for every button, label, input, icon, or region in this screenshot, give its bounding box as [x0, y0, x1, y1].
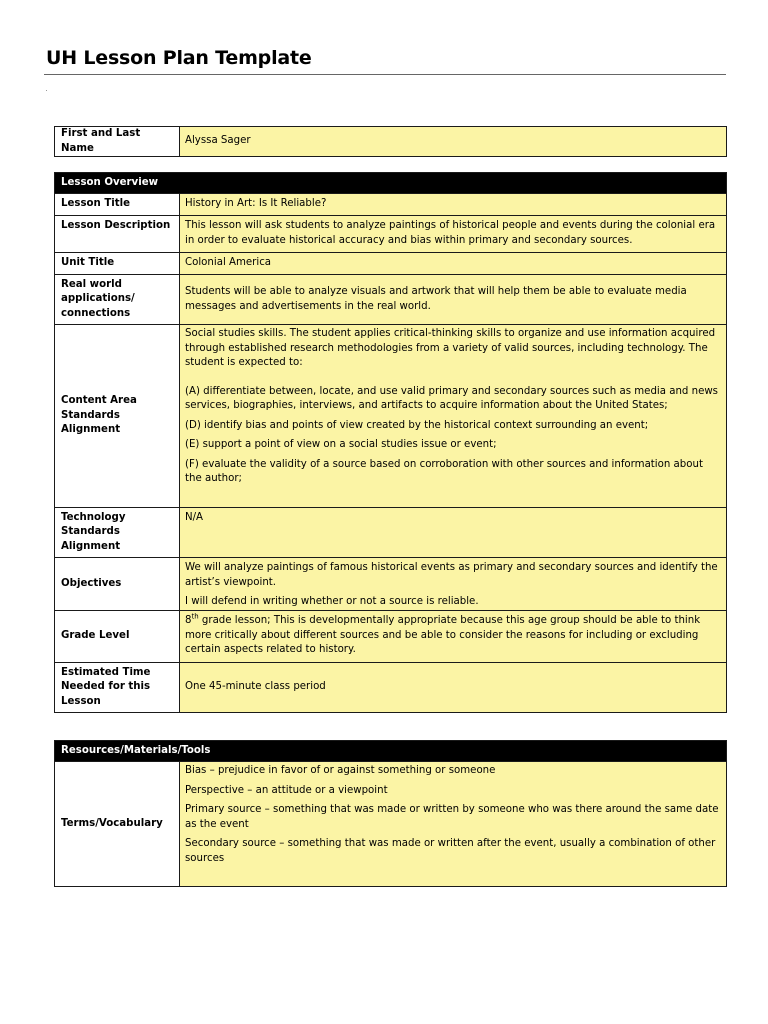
real-world-row	[55, 275, 727, 325]
tech-standards-row	[55, 508, 727, 558]
unit-title-label: Unit Title	[55, 253, 180, 275]
name-row	[55, 127, 727, 157]
objectives-row	[55, 558, 727, 611]
name-value: Alyssa Sager	[180, 127, 727, 157]
name-table	[54, 126, 727, 157]
lesson-title-value: History in Art: Is It Reliable?	[180, 194, 727, 216]
stray-mark	[46, 90, 47, 91]
content-standard-item: (E) support a point of view on a social studies issue or event;	[185, 439, 497, 450]
content-standard-item: (A) differentiate between, locate, and use valid primary and secondary sources such as media and news services, biographies, interviews, and artifacts to acquire information about the United States;	[185, 385, 718, 411]
unit-title-value: Colonial America	[180, 253, 727, 275]
content-standards-value	[180, 325, 727, 508]
vocabulary-item: Primary source – something that was made or written by someone who was there around the same date as the event	[185, 804, 719, 830]
real-world-label: Real world applications/ connections	[55, 275, 180, 325]
lesson-overview-header: Lesson Overview	[55, 173, 727, 194]
vocabulary-item: Bias – prejudice in favor of or against something or someone	[185, 765, 496, 776]
estimated-time-value: One 45-minute class period	[180, 663, 727, 713]
resources-table	[54, 740, 727, 887]
content-standards-intro: Social studies skills. The student applies critical-thinking skills to organize and use information acquired through established research methodologies from a variety of valid sources, including technology. The student is expected to:	[185, 328, 716, 368]
real-world-value: Students will be able to analyze visuals and artwork that will help them be able to evaluate media messages and advertisements in the real world.	[180, 275, 727, 325]
grade-level-label: Grade Level	[55, 611, 180, 663]
objective-item: We will analyze paintings of famous historical events as primary and secondary sources and identify the artist’s viewpoint.	[185, 562, 718, 588]
objectives-value	[180, 558, 727, 611]
grade-suffix: th	[191, 612, 199, 621]
resources-header-row	[55, 741, 727, 762]
lesson-overview-table	[54, 172, 727, 713]
vocabulary-label: Terms/Vocabulary	[55, 762, 180, 887]
lesson-title-label: Lesson Title	[55, 194, 180, 216]
content-standards-row	[55, 325, 727, 508]
lesson-overview-header-row	[55, 173, 727, 194]
tech-standards-label: Technology Standards Alignment	[55, 508, 180, 558]
grade-level-text: grade lesson; This is developmentally appropriate because this age group should be able to think more critically about different sources and be able to consider the reasons for including or excluding certain aspects related to history.	[185, 615, 701, 655]
content-standard-item: (F) evaluate the validity of a source based on corroboration with other sources and information about the author;	[185, 458, 703, 484]
estimated-time-row	[55, 663, 727, 713]
lesson-title-row	[55, 194, 727, 216]
lesson-description-row	[55, 216, 727, 253]
vocabulary-row	[55, 762, 727, 887]
objective-item: I will defend in writing whether or not a source is reliable.	[185, 596, 479, 607]
content-standards-label: Content Area Standards Alignment	[55, 325, 180, 508]
vocabulary-item: Secondary source – something that was made or written after the event, usually a combination of other sources	[185, 838, 716, 864]
resources-header: Resources/Materials/Tools	[55, 741, 727, 762]
title-underline	[44, 74, 726, 75]
tech-standards-value: N/A	[180, 508, 727, 558]
grade-level-row	[55, 611, 727, 663]
grade-number: 8	[185, 615, 192, 626]
vocabulary-value	[180, 762, 727, 887]
estimated-time-label: Estimated Time Needed for this Lesson	[55, 663, 180, 713]
content-standard-item: (D) identify bias and points of view created by the historical context surrounding an event;	[185, 419, 649, 431]
grade-level-value	[180, 611, 727, 663]
lesson-description-value: This lesson will ask students to analyze paintings of historical people and events during the colonial era in order to evaluate historical accuracy and bias within primary and secondary sources.	[180, 216, 727, 253]
vocabulary-item: Perspective – an attitude or a viewpoint	[185, 784, 388, 796]
objectives-label: Objectives	[55, 558, 180, 611]
lesson-description-label: Lesson Description	[55, 216, 180, 253]
name-label: First and Last Name	[55, 127, 180, 157]
document-title: UH Lesson Plan Template	[46, 47, 312, 69]
unit-title-row	[55, 253, 727, 275]
